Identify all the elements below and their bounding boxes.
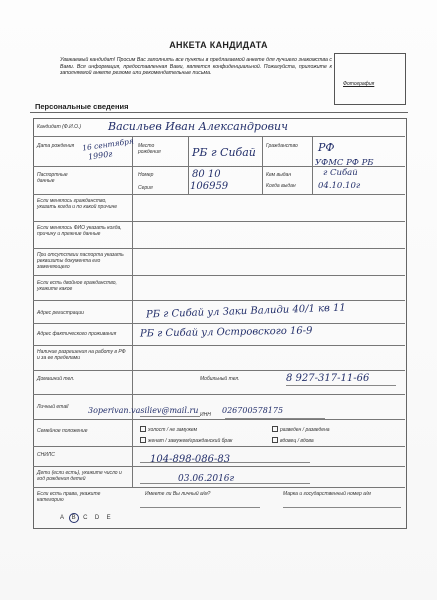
- label-reg-address: Адрес регистрации: [37, 310, 84, 316]
- value-email[interactable]: 3operivan.vasiliev@mail.ru: [88, 406, 199, 415]
- form-intro: Уважаемый кандидат! Просим Вас заполнить все пункты в предлагаемой анкете для лучшего знакомства с Вами. Вся информация, предоставленная Вами, является конфиденциальной. Пожалуйста, приложите к заполняемой анкете резюме или рекомендательные письма.: [60, 57, 332, 77]
- label-children: Дети (если есть), укажите число и год рождения детей: [37, 470, 122, 482]
- value-series[interactable]: 106959: [190, 181, 229, 192]
- row-divider: [33, 446, 405, 447]
- label-birth-date: Дата рождения: [37, 143, 75, 149]
- label-no-passport: При отсутствии паспорта указать реквизиты документа его заменяющего: [37, 252, 124, 270]
- label-issued-when: Когда выдан: [266, 183, 296, 189]
- rating-b-selected[interactable]: B: [69, 513, 79, 523]
- label-number: Номер: [138, 172, 154, 178]
- label-email: Личный email: [37, 404, 69, 410]
- column-divider: [262, 136, 263, 194]
- label-series: Серия: [138, 185, 153, 191]
- row-divider: [33, 487, 405, 488]
- checkbox[interactable]: [140, 437, 146, 443]
- label-issued-by: Кем выдан: [266, 172, 292, 178]
- label-work-permit: Наличие разрешения на работу в РФ и за ее пределами: [37, 349, 126, 361]
- rating-row: [57, 513, 114, 523]
- label-car-brand: Марка и государственный номер а/м: [283, 491, 371, 497]
- column-divider: [312, 136, 313, 194]
- row-divider: [33, 345, 405, 346]
- photo-box: [334, 53, 406, 105]
- rating-c[interactable]: C: [83, 515, 88, 521]
- value-birth-place[interactable]: РБ г Сибай: [192, 146, 256, 159]
- form-title: АНКЕТА КАНДИДАТА: [169, 40, 268, 50]
- rating-a[interactable]: A: [59, 515, 64, 521]
- row-divider: [33, 370, 405, 371]
- row-divider: [33, 300, 405, 301]
- column-divider: [132, 136, 133, 487]
- value-citizenship[interactable]: РФ: [318, 141, 335, 154]
- label-actual-address: Адрес фактического проживания: [37, 331, 117, 337]
- value-candidate[interactable]: Васильев Иван Александрович: [108, 120, 288, 133]
- field-underline: [283, 507, 401, 508]
- field-underline: [286, 385, 396, 386]
- option-married[interactable]: женат / замужем/гражданский брак: [140, 437, 232, 444]
- row-divider: [33, 394, 405, 395]
- option-widowed[interactable]: вдовец / вдова: [272, 437, 314, 444]
- row-divider: [33, 466, 405, 467]
- label-name-change: Если менялось ФИО указать когда, причину и прежние данные: [37, 225, 122, 237]
- label-passport: Паспортные данные: [37, 172, 68, 184]
- option-single[interactable]: холост / не замужем: [140, 426, 197, 433]
- label-citizenship-change: Если менялось гражданство, указать когда и по какой причине: [37, 198, 118, 210]
- row-divider: [33, 221, 405, 222]
- value-mobile-phone[interactable]: 8 927-317-11-66: [286, 373, 370, 384]
- row-divider: [33, 248, 405, 249]
- value-reg-address[interactable]: РБ г Сибай ул Заки Валиди 40/1 кв 11: [145, 302, 346, 321]
- row-divider: [33, 275, 405, 276]
- row-divider: [33, 323, 405, 324]
- section-divider: [30, 112, 408, 113]
- photo-label: Фотография: [343, 81, 375, 87]
- field-underline: [140, 507, 260, 508]
- row-divider: [33, 419, 405, 420]
- value-issued-by-1[interactable]: УФМС РФ РБ: [315, 158, 374, 168]
- value-issued-when[interactable]: 04.10.10г: [318, 181, 361, 191]
- value-children[interactable]: 03.06.2016г: [178, 474, 235, 484]
- field-underline: [140, 416, 200, 417]
- label-citizenship: Гражданство: [266, 143, 298, 149]
- option-divorced[interactable]: разведен / разведена: [272, 426, 330, 433]
- label-home-phone: Домашний тел.: [37, 376, 75, 382]
- label-mobile-phone: Мобильный тел.: [200, 376, 240, 382]
- label-dual-citizenship: Если есть двойное гражданство, укажите какое: [37, 280, 117, 292]
- label-inn: ИНН: [200, 412, 211, 418]
- value-number[interactable]: 80 10: [192, 169, 221, 180]
- label-car-question: Имеете ли Вы личный а/м?: [145, 491, 211, 497]
- rating-d[interactable]: D: [94, 515, 100, 521]
- label-snils: СНИЛС: [37, 452, 55, 458]
- section-title: Персональные сведения: [35, 102, 129, 111]
- field-underline: [225, 418, 325, 419]
- value-birth-date-1[interactable]: 16 сентября: [81, 136, 135, 153]
- checkbox[interactable]: [272, 437, 278, 443]
- label-candidate: Кандидат (Ф.И.О.): [37, 124, 82, 130]
- value-actual-address[interactable]: РБ г Сибай ул Островского 16-9: [139, 325, 313, 340]
- label-birth-place: Место рождения: [138, 143, 161, 155]
- checkbox[interactable]: [272, 426, 278, 432]
- row-divider: [33, 194, 405, 195]
- label-marital-status: Семейное положение: [37, 428, 88, 434]
- value-snils[interactable]: 104-898-086-83: [150, 454, 231, 465]
- value-birth-date-2[interactable]: 1990г: [87, 149, 113, 162]
- label-driving-license: Если есть права, укажите категорию: [37, 491, 101, 503]
- column-divider: [188, 136, 189, 194]
- checkbox[interactable]: [140, 426, 146, 432]
- value-inn[interactable]: 026700578175: [222, 406, 284, 415]
- value-issued-by-2[interactable]: г Сибай: [323, 168, 358, 178]
- row-divider: [33, 136, 405, 137]
- rating-e[interactable]: E: [106, 515, 111, 521]
